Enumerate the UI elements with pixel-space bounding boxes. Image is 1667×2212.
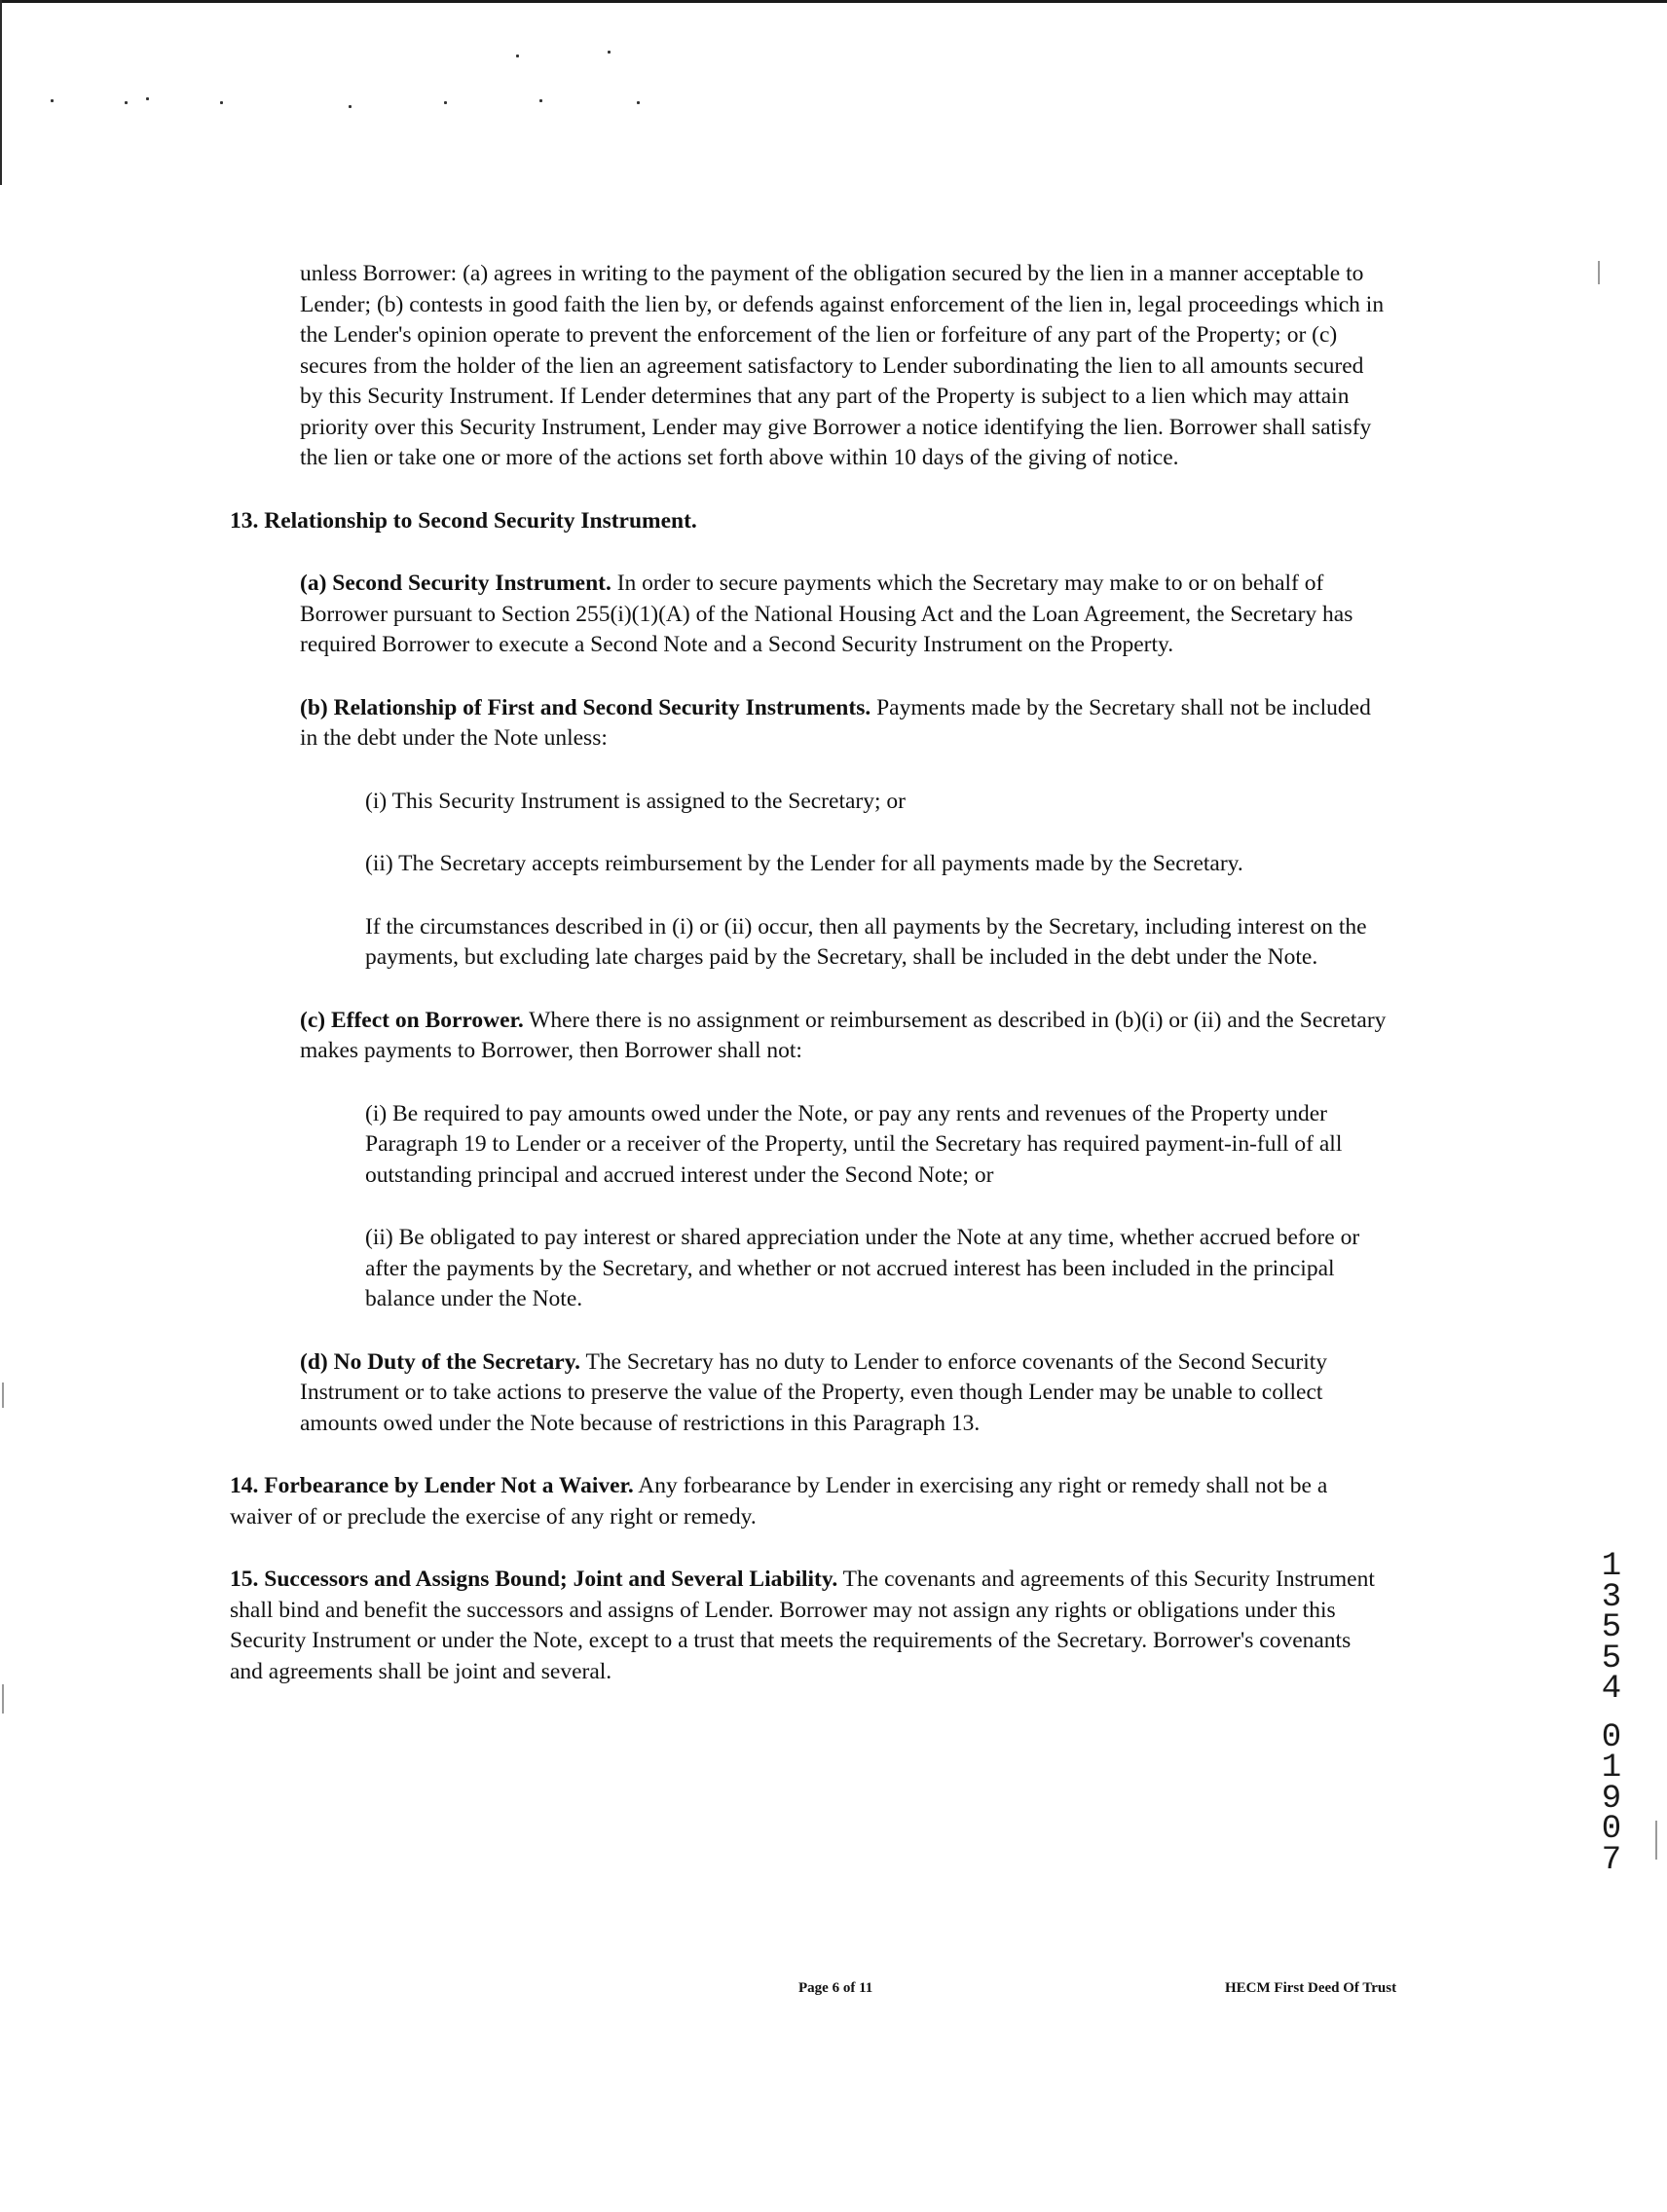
section-13a-label: (a) Second Security Instrument. xyxy=(300,571,611,596)
stamp-digit: 5 xyxy=(1601,1640,1622,1677)
stamp-digit: 0 xyxy=(1601,1718,1622,1756)
stamp-digit: 9 xyxy=(1601,1780,1622,1818)
section-13d-text: The Secretary has no duty to Lender to enforce covenants of the Second Security Instrument or to take actions to preserve the value of the Property, even though Lender may be unable to collect amounts owed under the Note because of restrictions in this Paragraph 13. xyxy=(300,1348,1328,1436)
scan-speck xyxy=(539,99,542,102)
section-13a-text: In order to secure payments which the Secretary may make to or on behalf of Borrower pursuant to Section 255(i)(1)(A) of the National Housing Act and the Loan Agreement, the Secretary has required Borrower to execute a Second Note and a Second Security Instrument on the Property. xyxy=(300,571,1353,657)
scan-border-top xyxy=(0,0,1667,3)
section-13c-item-i: (i) Be required to pay amounts owed under the Note, or pay any rents and revenues of the Property under Paragraph 19 to Lender or a receiver of the Property, until the Secretary has required payment-in-full of all outstanding principal and accrued interest under the Second Note; or xyxy=(365,1100,1343,1188)
scan-speck xyxy=(146,97,149,100)
margin-mark xyxy=(2,1382,4,1408)
scan-speck xyxy=(444,101,447,104)
section-15-paragraph xyxy=(230,1565,1389,1687)
stamp-digit: 3 xyxy=(1601,1578,1622,1616)
margin-mark xyxy=(2,1684,4,1714)
section-13a-paragraph xyxy=(300,569,1389,661)
section-13c-paragraph xyxy=(300,1006,1389,1067)
scan-speck xyxy=(516,55,519,57)
section-13b-text: Payments made by the Secretary shall not be included in the debt under the Note unless: xyxy=(300,694,1371,751)
recording-number-stamp xyxy=(1597,1548,1626,1879)
section-13-heading: 13. Relationship to Second Security Instrument. xyxy=(230,507,697,534)
section-13d-paragraph xyxy=(300,1347,1389,1440)
scan-speck xyxy=(125,101,128,104)
section-14-paragraph xyxy=(230,1471,1389,1532)
margin-mark xyxy=(1598,261,1600,284)
section-13b-item-i: (i) This Security Instrument is assigned to the Secretary; or xyxy=(365,788,906,814)
document-form-title: HECM First Deed Of Trust xyxy=(1225,1980,1397,1996)
section-14-text: Any forbearance by Lender in exercising any right or remedy shall not be a waiver of or preclude the exercise of any right or remedy. xyxy=(230,1473,1328,1530)
page-number: Page 6 of 11 xyxy=(798,1980,873,1996)
section-13b-paragraph xyxy=(300,693,1389,755)
stamp-digit: 5 xyxy=(1601,1609,1622,1646)
section-13b-conclusion: If the circumstances described in (i) or (ii) occur, then all payments by the Secretary, including interest on the payments, but excluding late charges paid by the Secretary, shall be included in the debt under the Note. xyxy=(365,913,1367,970)
section-13d-label: (d) No Duty of the Secretary. xyxy=(300,1348,581,1375)
stamp-digit: 1 xyxy=(1601,1750,1622,1787)
section-15-text: The covenants and agreements of this Security Instrument shall bind and benefit the successors and assigns of Lender. Borrower may not assign any rights or obligations under this Security Instrument or under the Note, except to a trust that meets the requirements of the Secretary. Borrower's covenants and agreements shall be joint and several. xyxy=(230,1567,1375,1684)
document-body xyxy=(230,259,1389,1687)
section-13c-label: (c) Effect on Borrower. xyxy=(300,1007,524,1033)
scan-speck xyxy=(349,105,352,108)
stamp-digit: 0 xyxy=(1601,1811,1622,1848)
section-13c-item-ii: (ii) Be obligated to pay interest or shared appreciation under the Note at any time, whether accrued before or after the payments by the Secretary, and whether or not accrued interest has been included in the principal balance under the Note. xyxy=(365,1225,1360,1311)
stamp-digit: 1 xyxy=(1601,1548,1622,1585)
scan-speck xyxy=(51,99,54,102)
scan-speck xyxy=(637,101,640,104)
section-15-label: 15. Successors and Assigns Bound; Joint and Several Liability. xyxy=(230,1567,838,1592)
scan-border-left xyxy=(0,0,2,185)
section-13b-label: (b) Relationship of First and Second Security Instruments. xyxy=(300,694,871,720)
section-14-label: 14. Forbearance by Lender Not a Waiver. xyxy=(230,1473,634,1498)
lien-continuation-paragraph: unless Borrower: (a) agrees in writing to the payment of the obligation secured by the lien in a manner acceptable to Lender; (b) contests in good faith the lien by, or defends against enforcement of the lien in, legal proceedings which in the Lender's opinion operate to prevent the enforcement of the lien or forfeiture of any part of the Property; or (c) secures from the holder of the lien an agreement satisfactory to Lender subordinating the lien to all amounts secured by this Security Instrument. If Lender determines that any part of the Property is subject to a lien which may attain priority over this Security Instrument, Lender may give Borrower a notice identifying the lien. Borrower shall satisfy the lien or take one or more of the actions set forth above within 10 days of the giving of notice. xyxy=(300,261,1385,470)
stamp-digit: 4 xyxy=(1601,1671,1622,1708)
scan-speck xyxy=(220,101,223,104)
margin-mark xyxy=(1655,1821,1657,1860)
section-13c-text: Where there is no assignment or reimbursement as described in (b)(i) or (ii) and the Secretary makes payments to Borrower, then Borrower shall not: xyxy=(300,1007,1387,1063)
stamp-digit: 7 xyxy=(1601,1841,1622,1879)
section-13b-item-ii: (ii) The Secretary accepts reimbursement by the Lender for all payments made by the Secretary. xyxy=(365,851,1243,876)
scan-speck xyxy=(608,51,611,54)
